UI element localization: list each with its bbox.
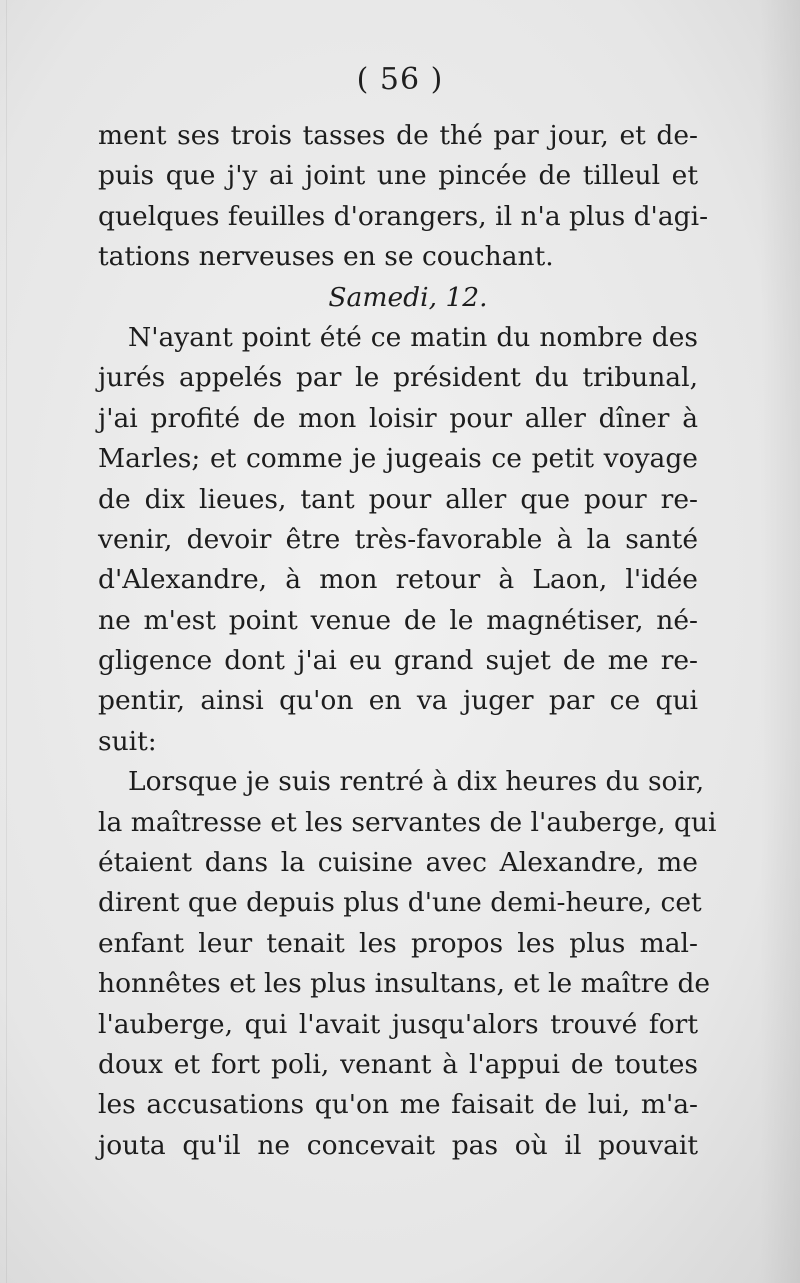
text-line: jurés appelés par le président du tribunal, — [98, 362, 698, 394]
text-line: venir, devoir être très-favorable à la santé — [98, 523, 698, 555]
text-line: enfant leur tenait les propos les plus mal- — [98, 927, 698, 959]
text-line: de dix lieues, tant pour aller que pour re- — [98, 483, 698, 515]
text-line: la maîtresse et les servantes de l'auberge, qui — [98, 806, 717, 838]
text-line: tations nerveuses en se couchant. — [98, 241, 554, 273]
text-line: Lorsque je suis rentré à dix heures du soir, — [128, 766, 705, 798]
page-edge-shadow — [760, 0, 800, 1283]
page-number: ( 56 ) — [356, 62, 444, 97]
text-line: doux et fort poli, venant à l'appui de toutes — [98, 1048, 698, 1080]
text-line: pentir, ainsi qu'on en va juger par ce qui — [98, 685, 698, 717]
text-line: étaient dans la cuisine avec Alexandre, me — [98, 847, 698, 879]
text-line: gligence dont j'ai eu grand sujet de me re- — [98, 645, 698, 677]
text-line: N'ayant point été ce matin du nombre des — [128, 321, 698, 353]
text-line: puis que j'y ai joint une pincée de tilleul et — [98, 160, 698, 192]
text-line: dirent que depuis plus d'une demi-heure, cet — [98, 887, 702, 919]
text-line: jouta qu'il ne concevait pas où il pouvait — [98, 1129, 698, 1161]
text-line: les accusations qu'on me faisait de lui, m'a- — [98, 1089, 698, 1121]
text-line: l'auberge, qui l'avait jusqu'alors trouvé fort — [98, 1008, 698, 1040]
text-line: ne m'est point venue de le magnétiser, né- — [98, 604, 698, 636]
text-line: d'Alexandre, à mon retour à Laon, l'idée — [98, 564, 698, 596]
page-gutter-shadow — [6, 0, 7, 1283]
text-line: suit: — [98, 725, 157, 757]
text-line: j'ai profité de mon loisir pour aller dîner à — [98, 402, 698, 434]
body-text — [98, 116, 717, 1166]
text-line: quelques feuilles d'orangers, il n'a plus d'agi- — [98, 200, 709, 232]
text-line: ment ses trois tasses de thé par jour, et de- — [98, 120, 698, 151]
section-heading: Samedi, 12. — [328, 281, 488, 313]
text-line: honnêtes et les plus insultans, et le maître de — [98, 968, 711, 1000]
text-line: Marles; et comme je jugeais ce petit voyage — [98, 443, 698, 475]
